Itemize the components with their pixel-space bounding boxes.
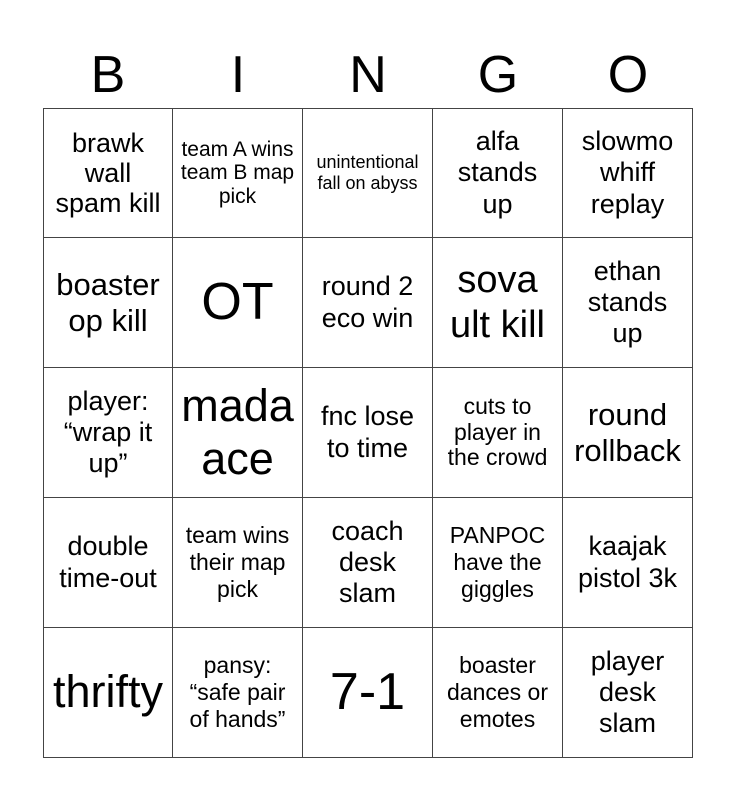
bingo-cell[interactable]	[433, 238, 563, 368]
bingo-header	[43, 42, 693, 108]
cell-text: slowmo whiff replay	[581, 126, 674, 219]
cell-text: fnc lose to time	[320, 401, 415, 463]
cell-text: team A wins team B map pick	[180, 137, 295, 208]
bingo-cell[interactable]	[563, 368, 693, 498]
bingo-cell[interactable]	[433, 108, 563, 238]
cell-text: pansy: “safe pair of hands”	[189, 652, 286, 732]
bingo-cell[interactable]	[173, 628, 303, 758]
header-letter-g: G	[477, 46, 519, 104]
cell-text: thrifty	[52, 666, 164, 718]
bingo-cell[interactable]	[43, 368, 173, 498]
cell-text: coach desk slam	[331, 515, 404, 609]
bingo-cell[interactable]	[43, 628, 173, 758]
cell-text: player: “wrap it up”	[63, 385, 153, 479]
cell-text: brawk wall spam kill	[55, 127, 161, 219]
cell-text: ethan stands up	[587, 255, 668, 349]
bingo-cell[interactable]	[563, 238, 693, 368]
cell-text: alfa stands up	[457, 126, 538, 219]
bingo-cell[interactable]	[43, 108, 173, 238]
cell-text: mada ace	[181, 380, 294, 484]
bingo-grid	[43, 108, 693, 758]
bingo-cell[interactable]	[43, 498, 173, 628]
cell-text: kaajak pistol 3k	[577, 531, 678, 593]
header-letter-n: N	[349, 46, 387, 104]
bingo-cell[interactable]	[173, 498, 303, 628]
bingo-cell[interactable]	[563, 108, 693, 238]
header-letter-b: B	[90, 46, 126, 104]
bingo-cell[interactable]	[173, 108, 303, 238]
bingo-cell[interactable]	[303, 108, 433, 238]
bingo-cell[interactable]	[173, 238, 303, 368]
bingo-cell[interactable]	[303, 498, 433, 628]
cell-text: OT	[201, 273, 274, 332]
cell-text: cuts to player in the crowd	[447, 392, 548, 471]
cell-text: double time-out	[59, 531, 157, 593]
bingo-cell[interactable]	[303, 628, 433, 758]
cell-text: boaster dances or emotes	[446, 652, 548, 732]
header-letter-o: O	[607, 46, 649, 104]
bingo-cell[interactable]	[43, 238, 173, 368]
bingo-cell[interactable]	[433, 498, 563, 628]
bingo-cell[interactable]	[433, 368, 563, 498]
header-letter-i: I	[230, 46, 246, 104]
bingo-cell[interactable]	[563, 628, 693, 758]
cell-text: PANPOC have the giggles	[449, 522, 546, 602]
bingo-cell[interactable]	[433, 628, 563, 758]
bingo-cell[interactable]	[563, 498, 693, 628]
cell-text: sova ult kill	[449, 259, 546, 346]
cell-text: unintentional fall on abyss	[316, 152, 419, 193]
bingo-cell[interactable]	[303, 368, 433, 498]
cell-text: 7-1	[329, 663, 406, 722]
cell-text: player desk slam	[590, 645, 665, 739]
cell-text: round rollback	[574, 396, 681, 468]
cell-text: boaster op kill	[56, 266, 160, 338]
cell-text: round 2 eco win	[321, 271, 414, 333]
bingo-cell[interactable]	[303, 238, 433, 368]
bingo-cell[interactable]	[173, 368, 303, 498]
cell-text: team wins their map pick	[185, 522, 290, 602]
